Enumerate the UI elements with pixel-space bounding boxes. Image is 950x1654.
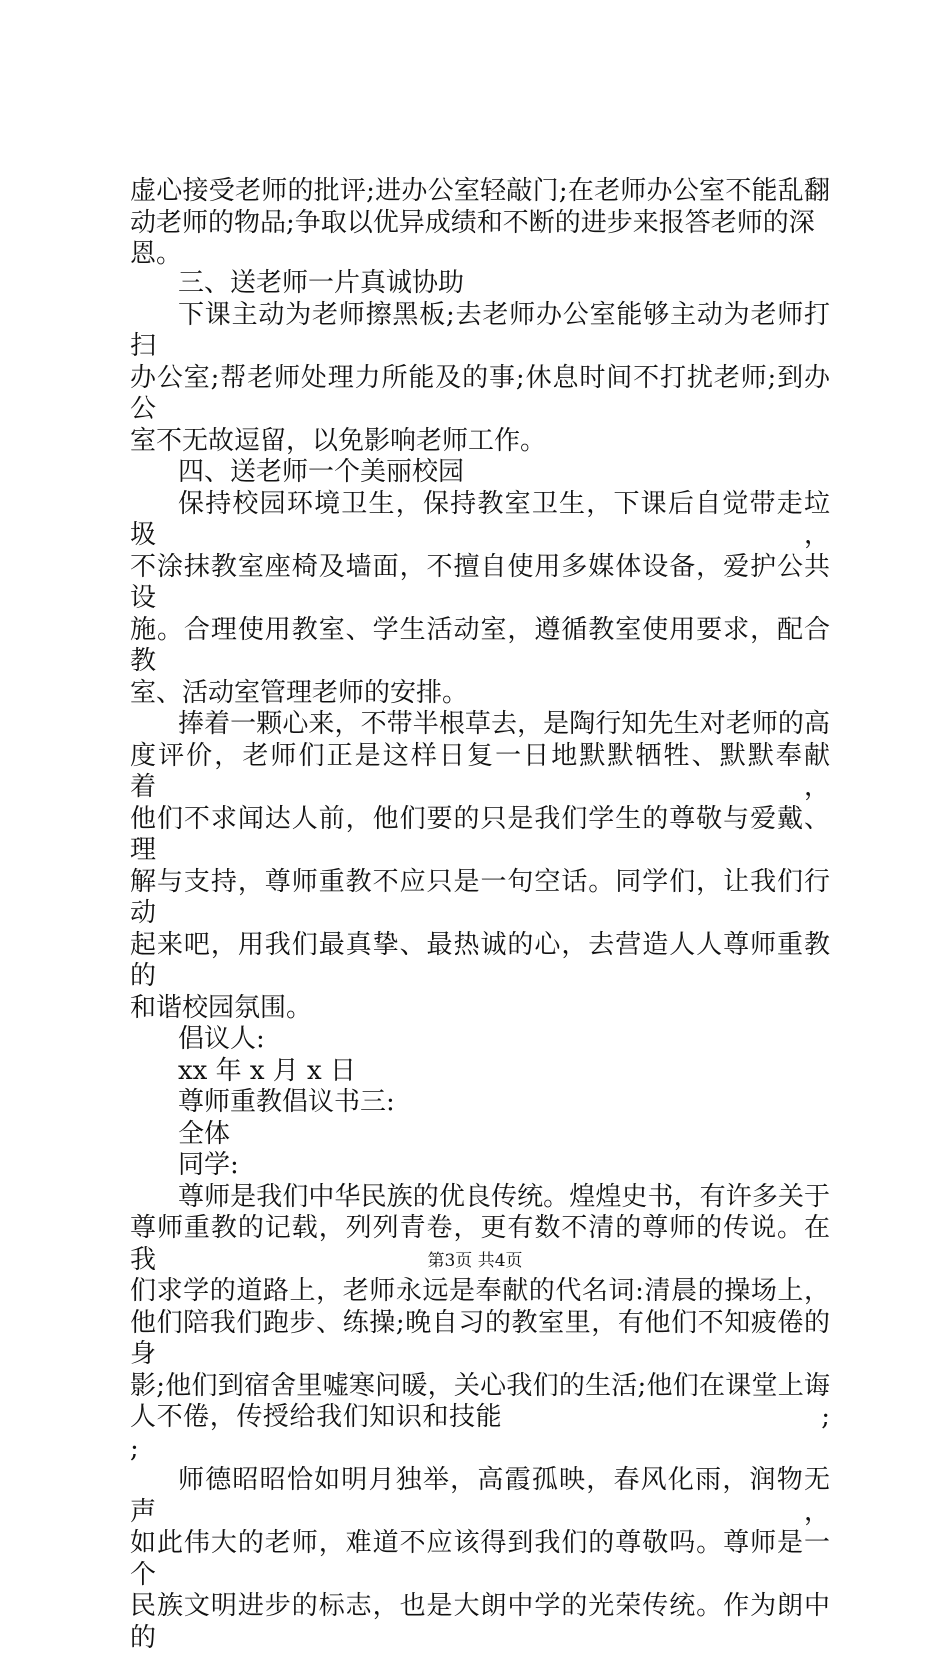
salutation: 全体: [178, 1118, 231, 1149]
text-line: 办公室;帮老师处理力所能及的事;休息时间不打扰老师;到办公: [130, 362, 830, 424]
text-line: 不涂抹教室座椅及墙面，不擅自使用多媒体设备，爱护公共设: [130, 551, 830, 613]
text-line: 度评价，老师们正是这样日复一日地默默牺牲、默默奉献着，: [130, 740, 830, 802]
text-line: 和谐校园氛围。: [130, 992, 313, 1023]
text-line: 施。合理使用教室、学生活动室，遵循教室使用要求，配合教: [130, 614, 830, 676]
text-line: 尊师是我们中华民族的优良传统。煌煌史书，有许多关于: [178, 1181, 830, 1212]
document-title: 尊师重教倡议书三:: [178, 1087, 395, 1117]
text-line: ;: [130, 1433, 139, 1464]
text-line: 起来吧，用我们最真挚、最热诚的心，去营造人人尊师重教的: [130, 929, 830, 991]
section-heading: 四、送老师一个美丽校园: [178, 457, 465, 487]
text-line: 下课主动为老师擦黑板;去老师办公室能够主动为老师打扫: [130, 299, 830, 361]
page-footer: 第3页 共4页: [427, 1251, 523, 1271]
text-line: 解与支持，尊师重教不应只是一句空话。同学们，让我们行动: [130, 866, 830, 928]
text-line: 室、活动室管理老师的安排。: [130, 677, 469, 708]
text-line: 他们不求闻达人前，他们要的只是我们学生的尊敬与爱戴、理: [130, 803, 830, 865]
text-line: 捧着一颗心来，不带半根草去，是陶行知先生对老师的高: [178, 709, 830, 739]
text-line: 他们陪我们跑步、练操;晚自习的教室里，有他们不知疲倦的身: [130, 1307, 830, 1369]
salutation: 同学:: [178, 1150, 239, 1180]
text-line: 如此伟大的老师，难道不应该得到我们的尊敬吗。尊师是一个: [130, 1528, 830, 1590]
text-line: 们求学的道路上，老师永远是奉献的代名词:清晨的操场上，: [130, 1276, 830, 1306]
text-line: 保持校园环境卫生，保持教室卫生，下课后自觉带走垃圾，: [130, 488, 830, 550]
text-line: 民族文明进步的标志，也是大朗中学的光荣传统。作为朗中的: [130, 1591, 830, 1653]
text-line: 师德昭昭恰如明月独举，高霞孤映，春风化雨，润物无声，: [130, 1465, 830, 1527]
section-heading: 三、送老师一片真诚协助: [178, 268, 465, 298]
text-line: 室不无故逗留，以免影响老师工作。: [130, 425, 547, 456]
text-line: 人不倦，传授给我们知识和技能 ;: [130, 1402, 830, 1432]
section-three: [130, 268, 830, 1654]
text-line: 影;他们到宿舍里嘘寒问暖，关心我们的生活;他们在课堂上诲: [130, 1370, 830, 1401]
text-line: 虚心接受老师的批评;进办公室轻敲门;在老师办公室不能乱翻: [130, 176, 830, 206]
opening-paragraph: [130, 176, 830, 271]
text-line: 动老师的物品;争取以优异成绩和不断的进步来报答老师的深恩。: [130, 207, 815, 269]
text-line: 尊师重教的记载，列列青卷，更有数不清的尊师的传说。在我: [130, 1213, 830, 1275]
proposer-line: 倡议人:: [178, 1024, 265, 1054]
date-line: xx 年 x 月 x 日: [178, 1055, 356, 1086]
